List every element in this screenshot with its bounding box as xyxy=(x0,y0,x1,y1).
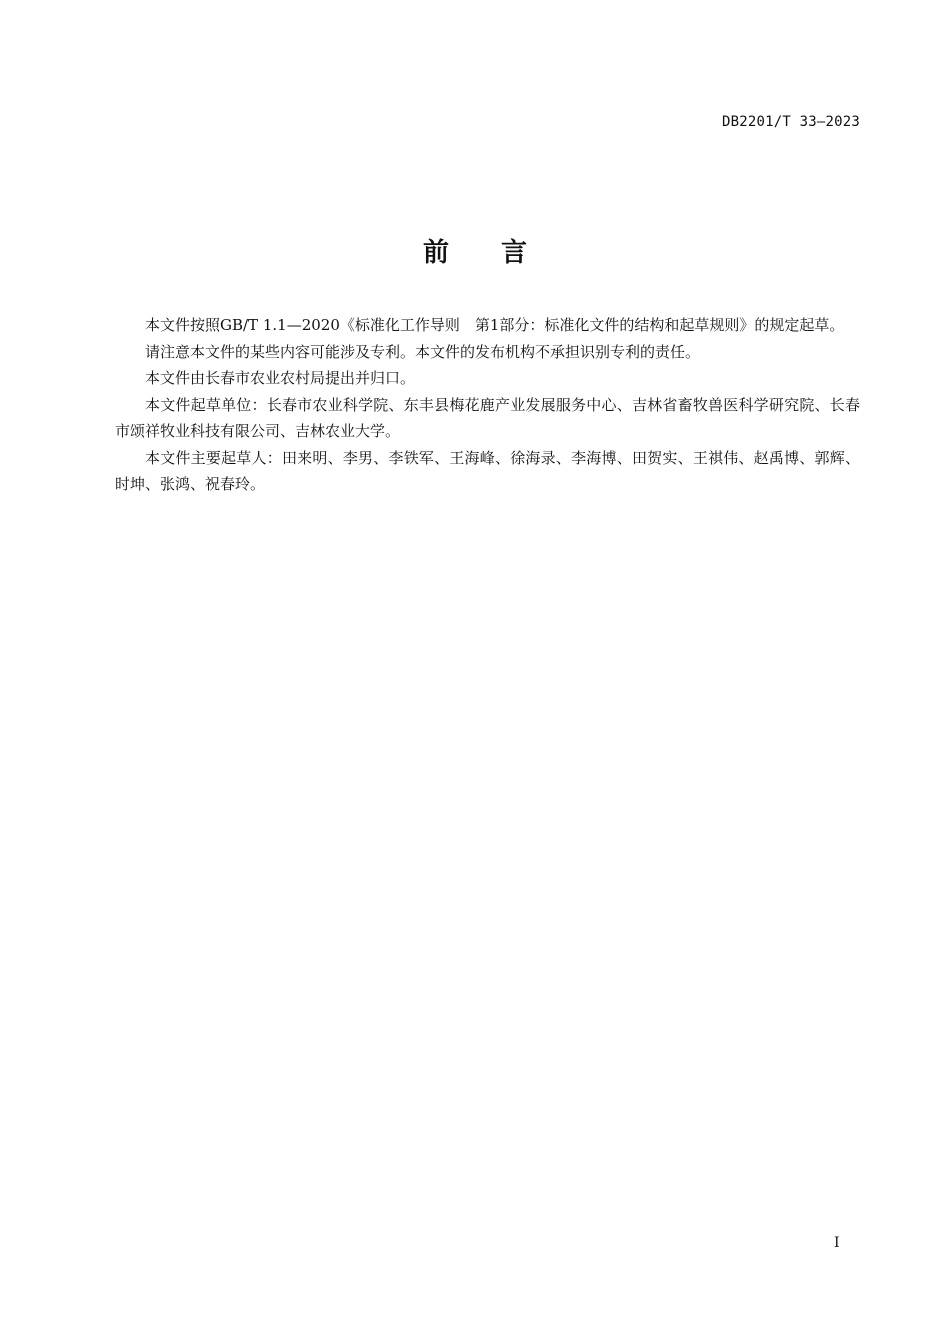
paragraph-patent-notice: 请注意本文件的某些内容可能涉及专利。本文件的发布机构不承担识别专利的责任。 xyxy=(145,342,701,361)
paragraph-proposer: 本文件由长春市农业农村局提出并归口。 xyxy=(145,369,416,387)
paragraph-drafting-rules: 本文件按照GB/T 1.1—2020《标准化工作导则 第1部分：标准化文件的结构和起草规则》的规定起草。 xyxy=(145,316,845,334)
paragraph-drafting-units: 本文件起草单位：长春市农业科学院、东丰县梅花鹿产业发展服务中心、吉林省畜牧兽医科学研究院、长春市颂祥牧业科技有限公司、吉林农业大学。 xyxy=(115,395,860,440)
title-char-1: 前 xyxy=(422,238,449,268)
page-number: I xyxy=(834,1235,840,1251)
title-char-2: 言 xyxy=(501,238,528,268)
document-code: DB2201/T 33—2023 xyxy=(721,114,860,130)
page-title xyxy=(0,232,950,269)
paragraph-drafters: 本文件主要起草人：田来明、李男、李铁军、王海峰、徐海录、李海博、田贺实、王祺伟、赵禹博、郭辉、时坤、张鸿、祝春玲。 xyxy=(115,448,860,493)
foreword-body xyxy=(115,312,860,498)
